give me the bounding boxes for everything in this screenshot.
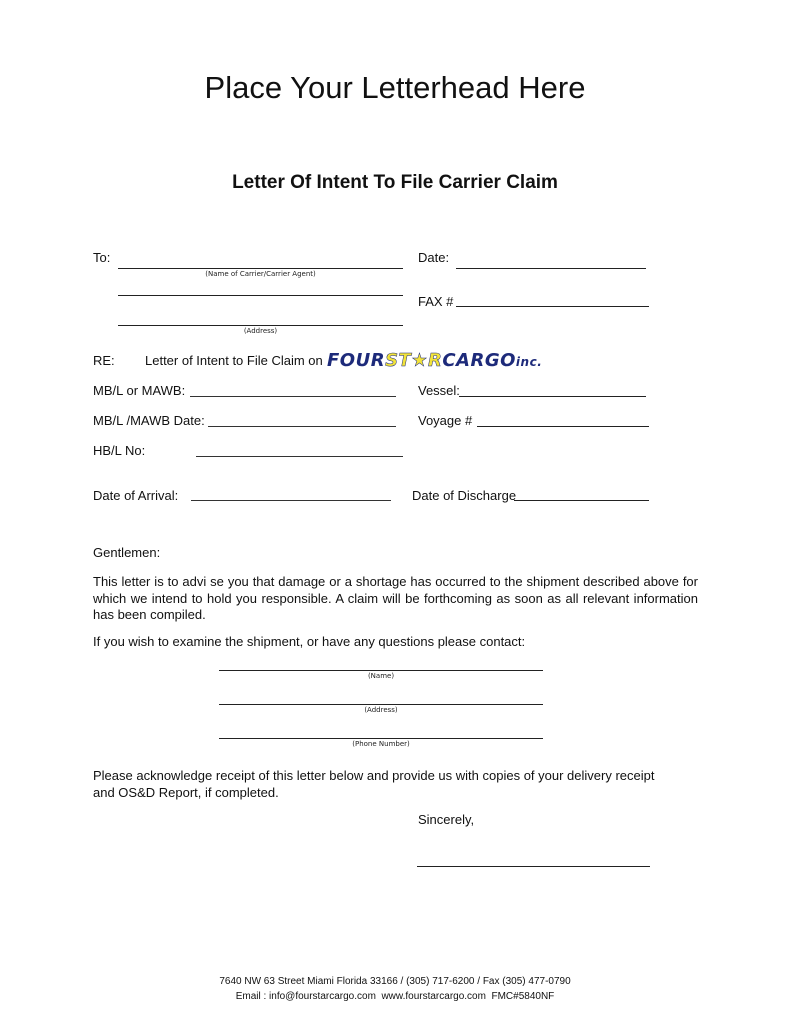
- logo-part-r: R: [427, 350, 443, 371]
- logo-part-inc: inc.: [515, 355, 543, 369]
- mbl-label: MB/L or MAWB:: [93, 383, 186, 398]
- signature-field[interactable]: [417, 866, 650, 867]
- hbl-label: HB/L No:: [93, 443, 146, 458]
- body-paragraph-3: Please acknowledge receipt of this letter below and provide us with copies of your delivery receipt and OS&D Report, if completed.: [93, 768, 655, 800]
- contact-address-caption: (Address): [364, 706, 398, 714]
- re-label: RE:: [93, 353, 115, 368]
- to-label: To:: [93, 250, 111, 265]
- date-field[interactable]: [456, 268, 646, 269]
- arrival-label: Date of Arrival:: [93, 488, 179, 503]
- voyage-field[interactable]: [477, 426, 649, 427]
- to-name-caption: (Name of Carrier/Carrier Agent): [205, 270, 316, 278]
- date-label: Date:: [418, 250, 450, 265]
- fax-label: FAX #: [418, 294, 454, 309]
- voyage-label: Voyage #: [418, 413, 473, 428]
- star-icon: ★: [411, 350, 428, 371]
- hbl-field[interactable]: [196, 456, 403, 457]
- logo-part-cargo: CARGO: [442, 350, 516, 371]
- to-address-field-1[interactable]: [118, 295, 403, 296]
- re-text: Letter of Intent to File Claim on: [145, 353, 323, 368]
- arrival-field[interactable]: [191, 500, 391, 501]
- vessel-label: Vessel:: [418, 383, 460, 398]
- fax-field[interactable]: [456, 306, 649, 307]
- footer-contact: Email : info@fourstarcargo.com www.fourstarcargo.com FMC#5840NF: [235, 991, 555, 1002]
- mbl-field[interactable]: [190, 396, 396, 397]
- contact-address-field[interactable]: [219, 704, 543, 705]
- body-paragraph-2: If you wish to examine the shipment, or have any questions please contact:: [93, 634, 526, 649]
- logo-part-st: ST: [385, 350, 412, 371]
- logo-part-four: FOUR: [327, 350, 386, 371]
- closing: Sincerely,: [418, 812, 475, 827]
- page-title: Letter Of Intent To File Carrier Claim: [232, 172, 558, 193]
- discharge-label: Date of Discharge: [412, 488, 517, 503]
- to-name-field[interactable]: [118, 268, 403, 269]
- salutation: Gentlemen:: [93, 545, 161, 560]
- contact-phone-caption: (Phone Number): [352, 740, 410, 748]
- contact-phone-field[interactable]: [219, 738, 543, 739]
- letterhead-placeholder: Place Your Letterhead Here: [204, 70, 586, 105]
- to-address-caption: (Address): [243, 327, 278, 335]
- footer-address: 7640 NW 63 Street Miami Florida 33166 / (305) 717-6200 / Fax (305) 477-0790: [219, 976, 571, 987]
- body-paragraph-1: This letter is to advi se you that damage or a shortage has occurred to the shipment described above for which we intend to hold you responsible. A claim will be forthcoming as soon as all relevant information has been compiled.: [93, 574, 698, 622]
- to-address-field-2[interactable]: [118, 325, 403, 326]
- discharge-field[interactable]: [514, 500, 649, 501]
- mbl-date-field[interactable]: [208, 426, 396, 427]
- vessel-field[interactable]: [459, 396, 646, 397]
- contact-name-caption: (Name): [367, 672, 395, 680]
- contact-name-field[interactable]: [219, 670, 543, 671]
- fourstar-cargo-logo: [327, 350, 542, 371]
- mbl-date-label: MB/L /MAWB Date:: [93, 413, 205, 428]
